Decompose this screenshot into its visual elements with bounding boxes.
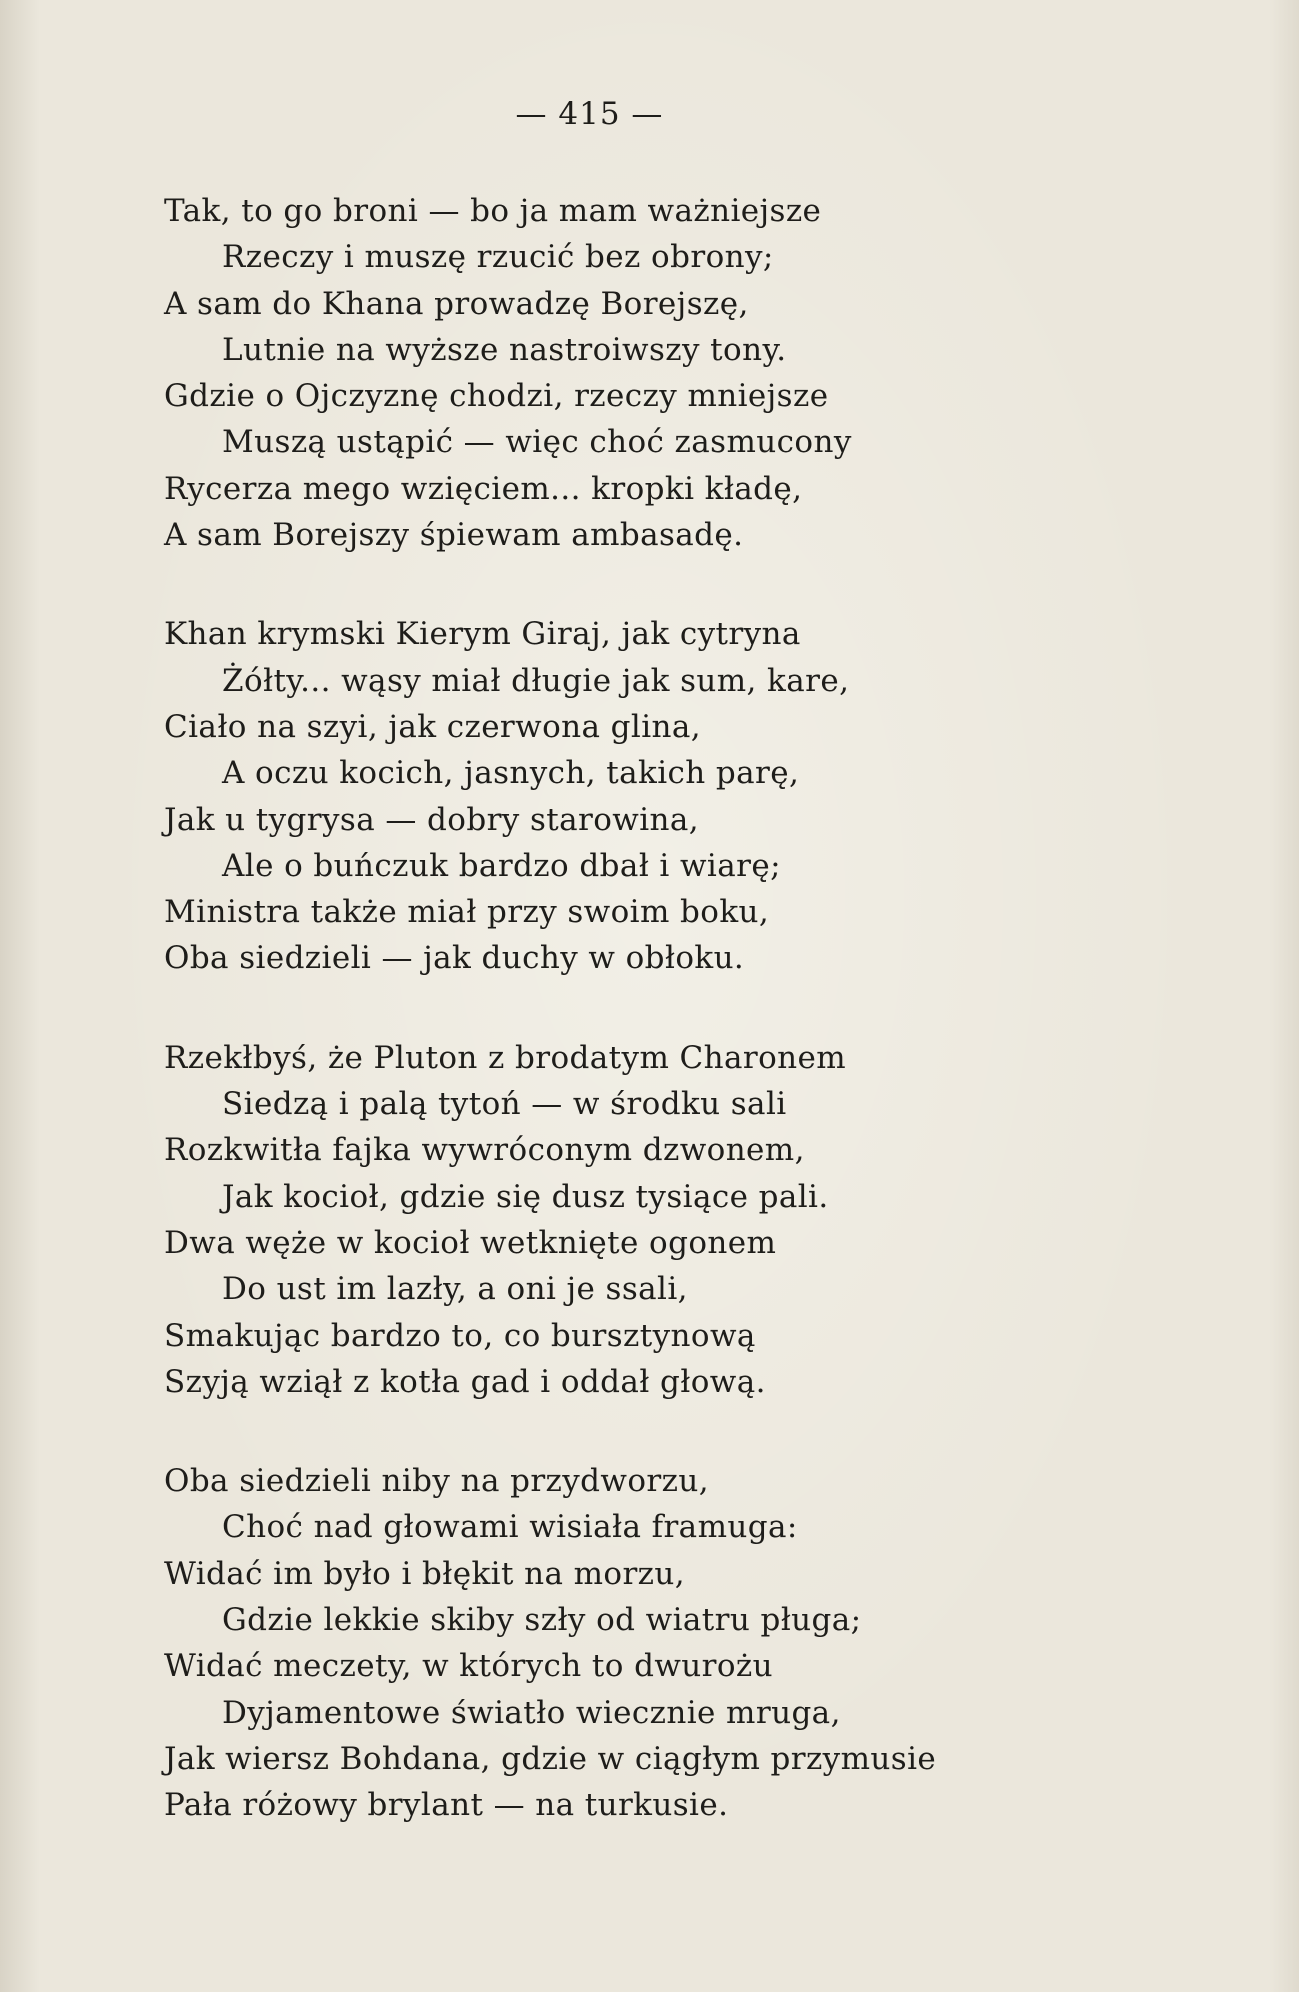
verse-line: Gdzie o Ojczyznę chodzi, rzeczy mniejsze [164, 378, 829, 415]
verse-line: Siedzą i palą tytoń — w środku sali [222, 1086, 787, 1123]
verse-line: Dyjamentowe światło wiecznie mruga, [222, 1694, 841, 1731]
verse-line: Oba siedzieli — jak duchy w obłoku. [164, 940, 745, 977]
verse-line: Khan krymski Kierym Giraj, jak cytryna [164, 616, 801, 653]
verse-line: Smakując bardzo to, co bursztynową [164, 1317, 756, 1354]
verse-line: Jak wiersz Bohdana, gdzie w ciągłym przymusie [164, 1740, 937, 1777]
verse-line: Choć nad głowami wisiała framuga: [222, 1509, 798, 1546]
verse-line: Oba siedzieli niby na przydworzu, [164, 1463, 709, 1500]
verse-line: Muszą ustąpić — więc choć zasmucony [222, 424, 852, 461]
verse-line: Ciało na szyi, jak czerwona glina, [164, 708, 702, 745]
verse-line: Do ust im lazły, a oni je ssali, [222, 1271, 688, 1308]
verse-line: Gdzie lekkie skiby szły od wiatru pługa; [222, 1602, 862, 1639]
page-number: — 415 — [515, 96, 664, 132]
verse-line: Rzeczy i muszę rzucić bez obrony; [222, 239, 774, 276]
verse-line: Tak, to go broni — bo ja mam ważniejsze [164, 193, 822, 229]
verse-line: A oczu kocich, jasnych, takich parę, [222, 755, 800, 792]
verse-line: Ale o buńczuk bardzo dbał i wiarę; [222, 847, 781, 884]
verse-line: A sam Borejszy śpiewam ambasadę. [164, 517, 744, 554]
verse-line: Lutnie na wyższe nastroiwszy tony. [222, 331, 787, 368]
verse-line: Rycerza mego wzięciem... kropki kładę, [164, 470, 803, 507]
stanza-3 [164, 1035, 1214, 1405]
verse-line: Ministra także miał przy swoim boku, [164, 894, 770, 931]
poem [164, 188, 1214, 1882]
verse-line: Jak kocioł, gdzie się dusz tysiące pali. [222, 1178, 829, 1215]
verse-line: Jak u tygrysa — dobry starowina, [164, 801, 700, 838]
verse-line: Rozkwitła fajka wywróconym dzwonem, [164, 1132, 805, 1169]
verse-line: A sam do Khana prowadzę Borejszę, [164, 285, 749, 322]
stanza-4 [164, 1458, 1214, 1828]
verse-line: Dwa węże w kocioł wetknięte ogonem [164, 1224, 777, 1261]
verse-line: Pała różowy brylant — na turkusie. [164, 1787, 729, 1824]
stanza-1 [164, 188, 1214, 558]
verse-line: Widać im było i błękit na morzu, [164, 1555, 686, 1592]
stanza-2 [164, 611, 1214, 981]
verse-line: Rzekłbyś, że Pluton z brodatym Charonem [164, 1039, 847, 1076]
verse-line: Szyją wziął z kotła gad i oddał głową. [164, 1363, 766, 1400]
verse-line: Żółty... wąsy miał długie jak sum, kare, [222, 662, 850, 699]
verse-line: Widać meczety, w których to dwurożu [164, 1648, 774, 1685]
